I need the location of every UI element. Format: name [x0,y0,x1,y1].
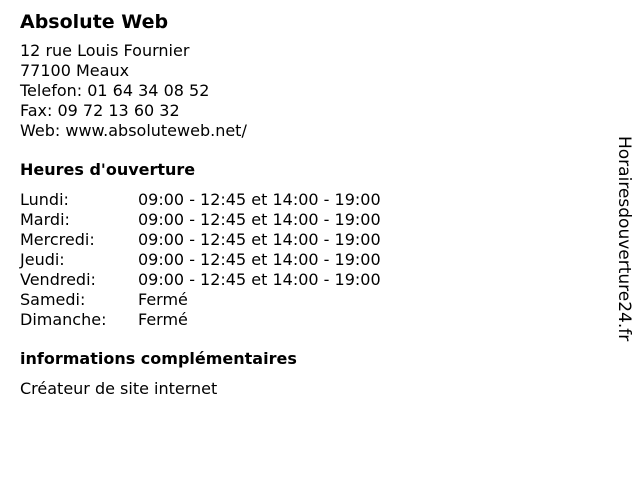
hours-row-tuesday [20,210,580,230]
day-label: Samedi: [20,290,86,309]
hours-row-friday [20,270,580,290]
hours-row-wednesday [20,230,580,250]
day-hours: 09:00 - 12:45 et 14:00 - 19:00 [138,270,381,289]
day-hours: Fermé [138,290,188,309]
hours-row-thursday [20,250,580,270]
business-name: Absolute Web [20,11,169,33]
fax-number: Fax: 09 72 13 60 32 [20,101,180,120]
additional-info-text: Créateur de site internet [20,379,218,398]
address-street: 12 rue Louis Fournier [20,41,190,60]
day-hours: 09:00 - 12:45 et 14:00 - 19:00 [138,230,381,249]
address-city: 77100 Meaux [20,61,130,80]
day-hours: 09:00 - 12:45 et 14:00 - 19:00 [138,210,381,229]
day-hours: 09:00 - 12:45 et 14:00 - 19:00 [138,190,381,209]
day-hours: Fermé [138,310,188,329]
hours-row-saturday [20,290,580,310]
day-label: Lundi: [20,190,69,209]
phone-number: Telefon: 01 64 34 08 52 [20,81,210,100]
site-watermark: Horairesdouverture24.fr [614,136,634,342]
hours-row-sunday [20,310,580,330]
opening-hours-title: Heures d'ouverture [20,160,196,179]
day-label: Vendredi: [20,270,96,289]
day-hours: 09:00 - 12:45 et 14:00 - 19:00 [138,250,381,269]
additional-info-title: informations complémentaires [20,349,297,368]
business-card [20,10,580,399]
day-label: Mardi: [20,210,70,229]
day-label: Jeudi: [20,250,65,269]
day-label: Mercredi: [20,230,95,249]
hours-row-monday [20,190,580,210]
website-link[interactable]: Web: www.absoluteweb.net/ [20,121,247,140]
day-label: Dimanche: [20,310,107,329]
